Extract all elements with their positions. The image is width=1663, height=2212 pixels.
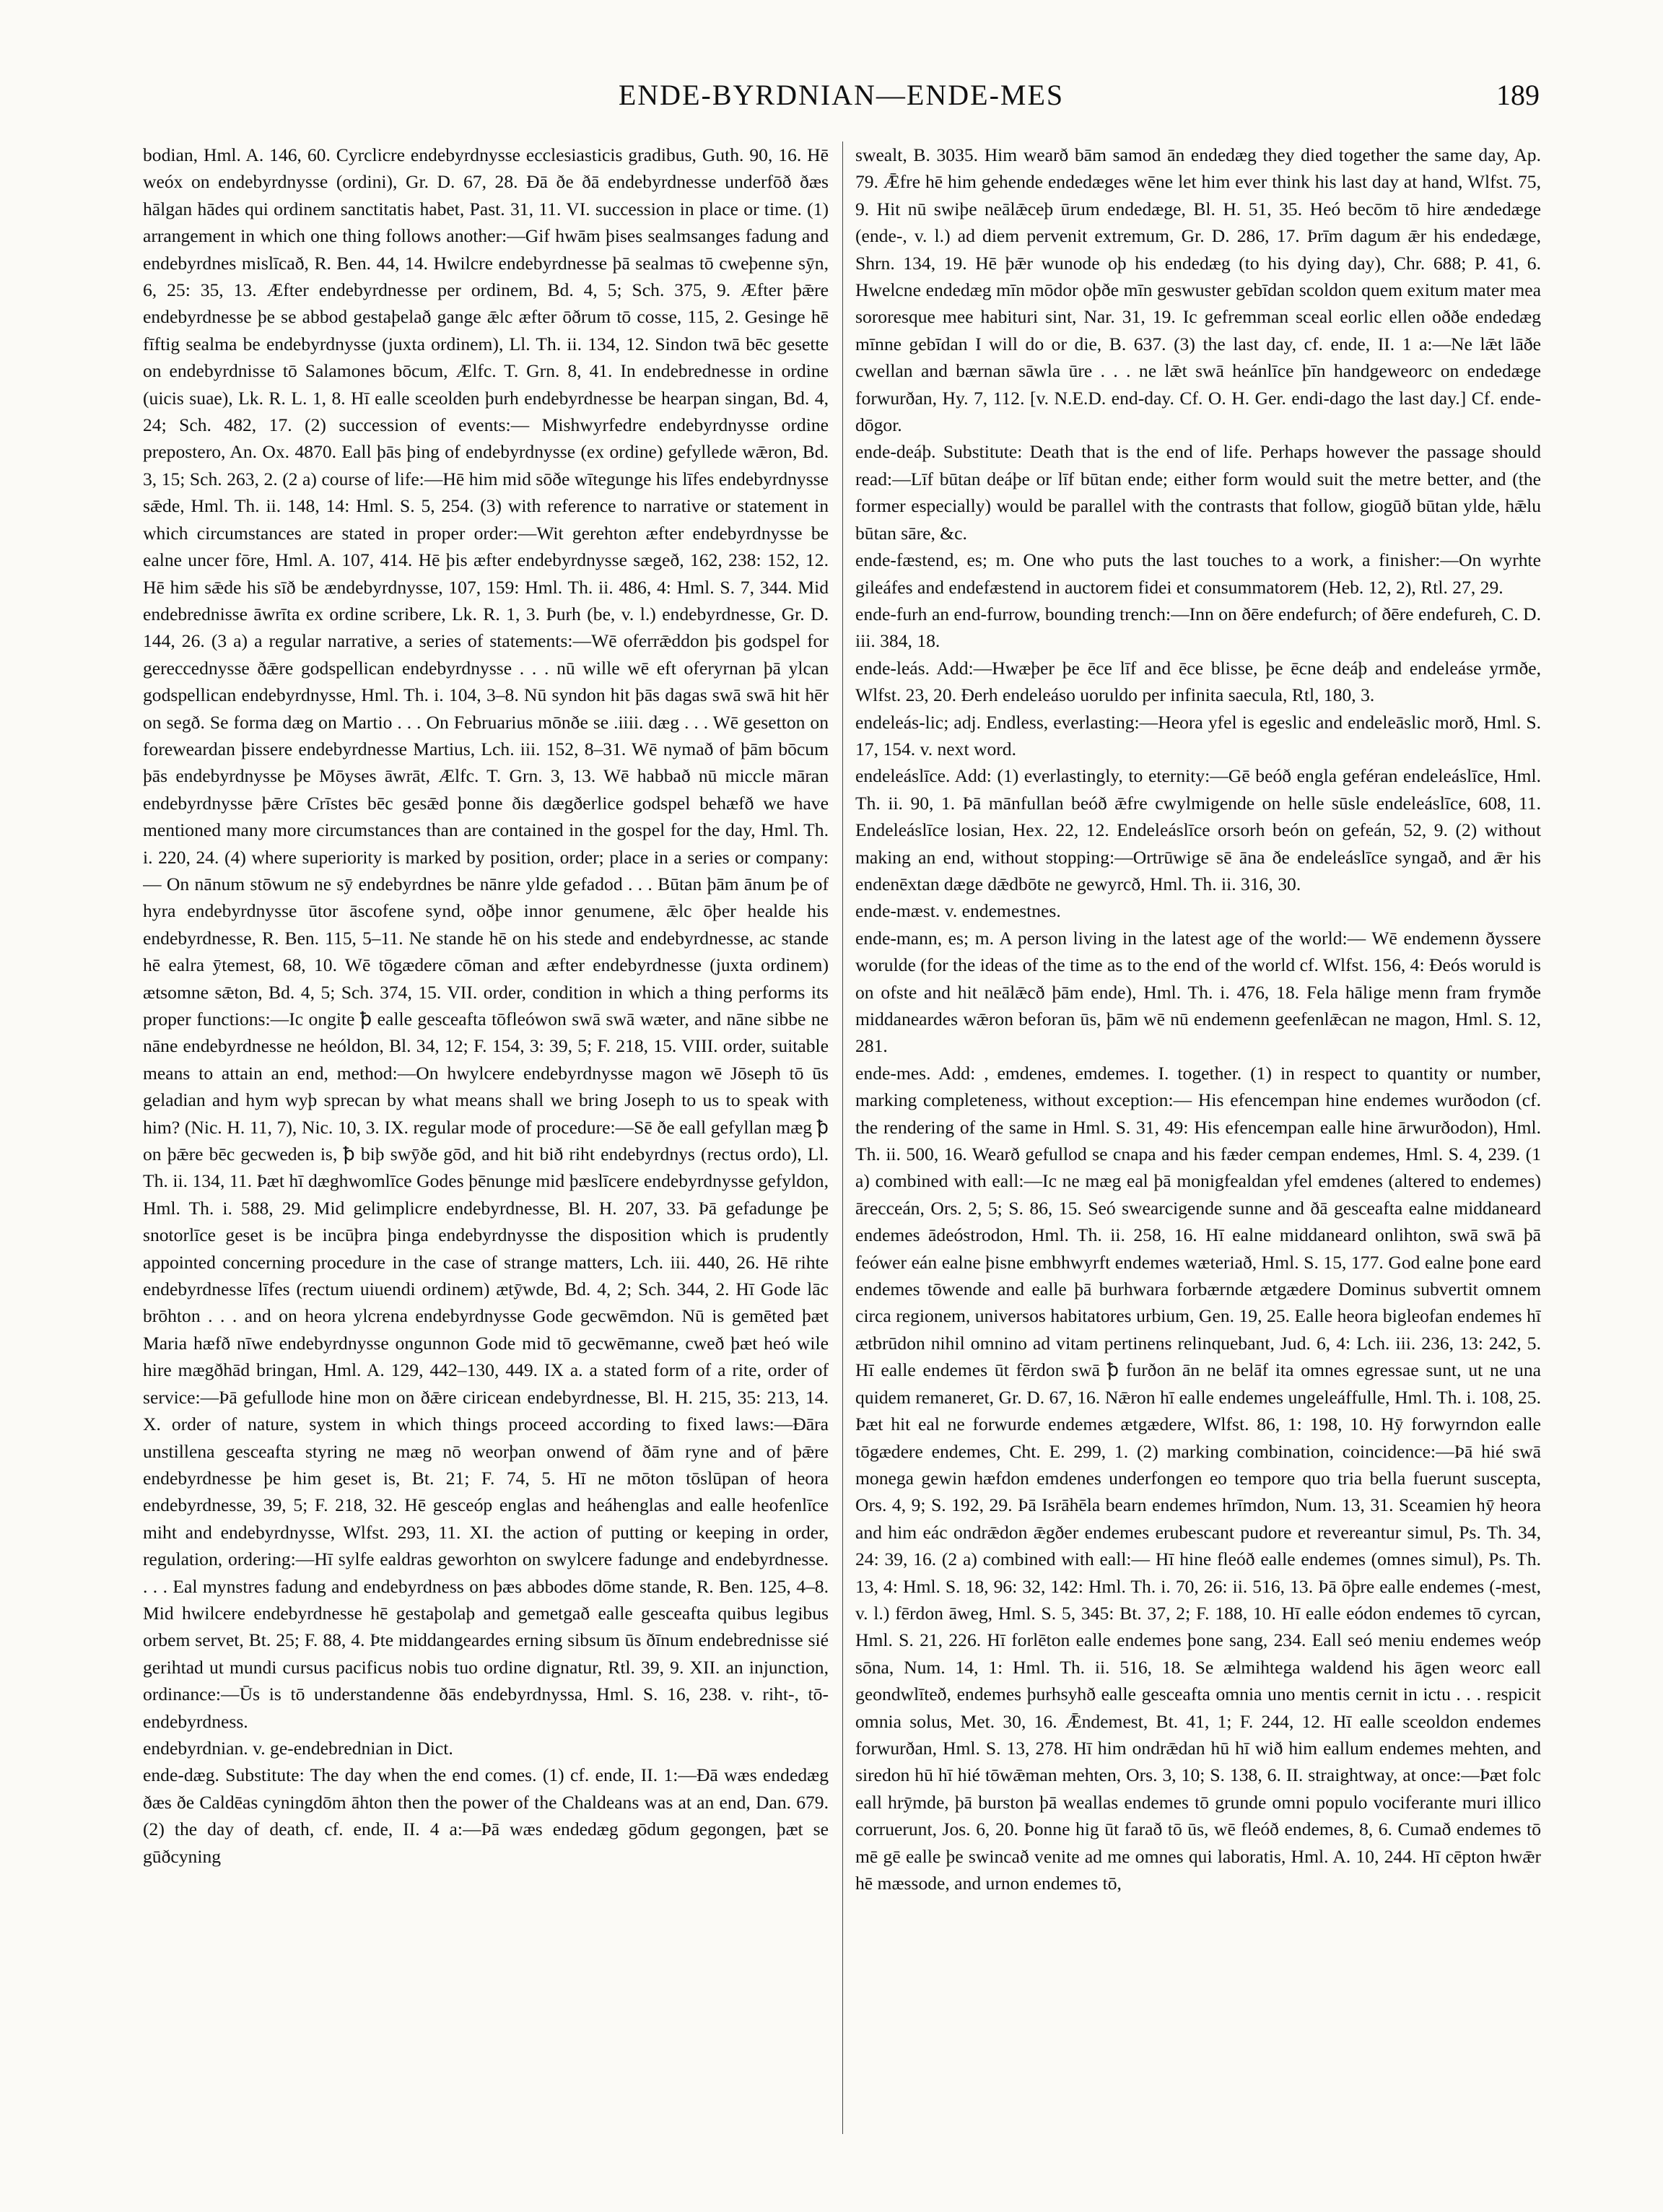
dictionary-entry: endeleás-lic; adj. Endless, everlasting:—Heora yfel is egeslic and endeleāslic morð, Hml. S. 17, 154. v. next word. — [855, 711, 1541, 759]
column-divider — [842, 141, 843, 2134]
dictionary-entry: endeleáslīce. Add: (1) everlastingly, to eternity:—Gē beóð engla geféran endeleáslīce, Hml. Th. ii. 90, 1. Þā mānfullan beóð ǣfre cwylmigende on helle sūsle endeleáslīce, 608, 11. Endeleáslīce losian, Hex. 22, 12. Endeleáslīce orsorh beón on gefeán, 52, 9. (2) without making an end, without stopping:—Ortrūwige sē āna ðe endeleáslīce syngað, and ǣr his endenēxtan dæge dǣdbōte ne gewyrcð, Hml. Th. ii. 316, 30. — [855, 765, 1541, 894]
running-head: ENDE-BYRDNIAN—ENDE-MES — [618, 79, 1065, 111]
dictionary-entry: ende-furh an end-furrow, bounding trench:—Inn on ðēre endefurch; of ðēre endefureh, C. D. iii. 384, 18. — [855, 603, 1541, 652]
page-header — [143, 78, 1540, 121]
dictionary-entry: ende-mæst. v. endemestnes. — [855, 900, 1061, 922]
dictionary-entry: ende-mes. Add: , emdenes, emdemes. I. together. (1) in respect to quantity or number, marking completeness, without exception:— His efencempan hine endemes wurðodon (cf. the rendering of the same in Hml. S. 31, 49: His efencempan ealle hine ārwurðodon), Hml. Th. ii. 500, 16. Wearð gefullod se cnapa and his fæder cempan endemes, Hml. S. 4, 239. (1 a) combined with eall:—Ic ne mæg eal þā monigfealdan yfel emdenes (altered to endemes) ārecceán, Ors. 2, 5; S. 86, 15. Seó swearcigende sunne and ðā gesceafta ealne middaneard endemes ādeóstrodon, Hml. Th. ii. 258, 16. Hī ealne middaneard onlihton, swā swā þā feówer eán ealne þisne embhwyrft endemes wæteriað, Hml. S. 15, 177. God ealne þone eard endemes tōwende and ealle þā burhwara forbærnde ætgædere Dominus subvertit omnem circa regionem, universos habitatores urbium, Gen. 19, 25. Ealle heora bigleofan endemes hī ætbrūdon nihil omnino ad vitam pertinens relinquebant, Jud. 6, 4: Lch. iii. 236, 13: 242, 5. Hī ealle endemes ūt fērdon swā ꝥ furðon ān ne belāf ita omnes egressae sunt, ut ne una quidem remaneret, Gr. D. 67, 16. Nǣron hī ealle endemes ungeleáffulle, Hml. Th. i. 108, 25. Þæt hit eal ne forwurde endemes ætgædere, Wlfst. 86, 1: 198, 10. Hȳ forwyrndon ealle tōgædere endemes, Cht. E. 299, 1. (2) marking combination, coincidence:—Þā hié swā monega gewin hæfdon emdenes underfongen eo tempore quo tria bella fuerunt suscepta, Ors. 4, 9; S. 192, 29. Þā Isrāhēla bearn endemes hrīmdon, Num. 13, 31. Sceamien hȳ heora and him eác ondrǣdon ǣgðer endemes erubescant pudore et revereantur simul, Ps. Th. 34, 24: 39, 16. (2 a) combined with eall:— Hī hine fleóð ealle endemes (omnes simul), Ps. Th. 13, 4: Hml. S. 18, 96: 32, 142: Hml. Th. i. 70, 26: ii. 516, 13. Þā ōþre ealle endemes (-mest, v. l.) fērdon āweg, Hml. S. 5, 345: Bt. 37, 2; F. 188, 10. Hī ealle eódon endemes tō cyrcan, Hml. S. 21, 226. Hī forlēton ealle endemes þone sang, 234. Eall seó meniu endemes weóp sōna, Num. 14, 1: Hml. Th. ii. 516, 18. Se ælmihtega waldend his āgen weorc eall geondwlīteð, endemes þurhsyhð ealle gesceafta omnia uno mentis cernit in ictu . . . respicit omnia solus, Met. 30, 16. Ǣndemest, Bt. 41, 1; F. 244, 12. Hī ealle sceoldon endemes forwurðan, Hml. S. 13, 278. Hī him ondrǣdan hū hī wið him eallum endemes mehten, and siredon hū hī hié tōwǣman mehten, Ors. 3, 10; S. 138, 6. II. straightway, at once:—Þæt folc eall hrȳmde, þā burston þā weallas endemes tō grunde omni populo vociferante muri illico corruerunt, Jos. 6, 20. Þonne hig ūt farað tō ūs, wē fleóð endemes, 8, 6. Cumað endemes tō mē gē ealle þe swincað venite ad me omnes qui laboratis, Hml. A. 10, 244. Hī cēpton hwǣr hē mæssode, and urnon endemes tō, — [855, 1062, 1541, 1894]
right-column — [855, 141, 1541, 2148]
dictionary-entry: endebyrdnian. v. ge-endebrednian in Dict. — [143, 1737, 453, 1759]
dictionary-entry: ende-deáþ. Substitute: Death that is the end of life. Perhaps however the passage should read:—Līf būtan deáþe or līf būtan ende; either form would suit the metre better, and (the former especially) would be parallel with the contrasts that follow, giogūð būtan ylde, hǣlu būtan sāre, &c. — [855, 441, 1541, 544]
dictionary-entry: ende-leás. Add:—Hwæþer þe ēce līf and ēce blisse, þe ēcne deáþ and endeleáse yrmðe, Wlfst. 23, 20. Ðerh endeleáso uoruldo per infinita saecula, Rtl, 180, 3. — [855, 657, 1541, 706]
left-column — [143, 141, 829, 2148]
page-number: 189 — [1496, 79, 1540, 111]
dictionary-entry: ende-fæstend, es; m. One who puts the last touches to a work, a finisher:—On wyrhte gileáfes and endefæstend in auctorem fidei et consummatorem (Heb. 12, 2), Rtl. 27, 29. — [855, 549, 1541, 598]
entry-continuation: bodian, Hml. A. 146, 60. Cyrclicre endebyrdnysse ecclesiasticis gradibus, Guth. 90, 16. Hē weóx on endebyrdnysse (ordini), Gr. D. 67, 28. Ðā ðe ðā endebyrdnesse underfōð ðæs hālgan hādes qui ordinem sanctitatis habet, Past. 31, 11. VI. succession in place or time. (1) arrangement in which one thing follows another:—Gif hwām þises sealmsanges fadung and endebyrdnes mislīcað, R. Ben. 44, 14. Hwilcre endebyrdnesse þā sealmas tō cweþenne sȳn, 6, 25: 35, 13. Æfter endebyrdnesse per ordinem, Bd. 4, 5; Sch. 375, 9. Æfter þǣre endebyrdnesse þe se abbod gestaþelað gange ǣlc æfter ōðrum tō cosse, 115, 2. Gesinge hē fīftig sealma be endebyrdnysse (juxta ordinem), Ll. Th. ii. 134, 12. Sindon twā bēc gesette on endebyrdnisse tō Salamones bōcum, Ælfc. T. Grn. 8, 41. In endebrednesse in ordine (uicis suae), Lk. R. L. 1, 8. Hī ealle sceolden þurh endebyrdnesse be hearpan singan, Bd. 4, 24; Sch. 482, 17. (2) succession of events:— Mishwyrfedre endebyrdnysse ordine prepostero, An. Ox. 4870. Eall þās þing of endebyrdnysse (ex ordine) gefyllede wǣron, Bd. 3, 15; Sch. 263, 2. (2 a) course of life:—Hē him mid sōðe wītegunge his līfes endebyrdnysse sǣde, Hml. Th. ii. 148, 14: Hml. S. 5, 254. (3) with reference to narrative or statement in which circumstances are stated in proper order:—Wit gerehton æfter endebyrdnysse be ealne uncer fōre, Hml. A. 107, 414. Hē þis æfter endebyrdnysse sægeð, 162, 238: 152, 12. Hē him sǣde his sīð be ændebyrdnysse, 107, 159: Hml. Th. ii. 486, 4: Hml. S. 7, 344. Mid endebrednisse āwrīta ex ordine scribere, Lk. R. 1, 3. Þurh (be, v. l.) endebyrdnesse, Gr. D. 144, 26. (3 a) a regular narrative, a series of statements:—Wē oferrǣddon þis godspel for gereccednysse ðǣre godspellican endebyrdnysse . . . nū wille wē eft oferyrnan þā ylcan godspellican endebyrdnysse, Hml. Th. i. 104, 3–8. Nū syndon hit þās dagas swā swā hit hēr on segð. Se forma dæg on Martio . . . On Februarius mōnðe se .iiii. dæg . . . Wē gesetton on foreweardan þissere endebyrdnesse Martius, Lch. iii. 152, 8–31. Wē nymað of þām bōcum þās endebyrdnysse þe Mōyses āwrāt, Ælfc. T. Grn. 3, 13. Wē habbað nū miccle māran endebyrdnysse þǣre Crīstes bēc gesǣd þonne ðis dægðerlice godspel behæfð we have mentioned many more circumstances than are contained in the gospel for the day, Hml. Th. i. 220, 24. (4) where superiority is marked by position, order; place in a series or company:— On nānum stōwum ne sȳ endebyrdnes be nānre ylde gefadod . . . Būtan þām ānum þe of hyra endebyrdnysse ūtor āscofene synd, oðþe innor genumene, ǣlc ōþer healde his endebyrdnesse, R. Ben. 115, 5–11. Ne stande hē on his stede and endebyrdnesse, ac stande hē ealra ȳtemest, 68, 10. Wē tōgædere cōman and æfter endebyrdnesse (juxta ordinem) ætsomne sǣton, Bd. 4, 5; Sch. 374, 15. VII. order, condition in which a thing performs its proper functions:—Ic ongite ꝥ ealle gesceafta tōfleówon swā swā wæter, and nāne sibbe ne nāne endebyrdnesse ne heóldon, Bl. 34, 12; F. 154, 3: 39, 5; F. 218, 15. VIII. order, suitable means to attain an end, method:—On hwylcere endebyrdnysse magon wē Jōseph tō ūs geladian and hym wyþ sprecan by what means shall we bring Joseph to us to speak with him? (Nic. H. 11, 7), Nic. 10, 3. IX. regular mode of procedure:—Sē ðe eall gefyllan mæg ꝥ on þǣre bēc gecweden is, ꝥ biþ swȳðe gōd, and hit bið riht endebyrdnys (rectus ordo), Ll. Th. ii. 134, 11. Þæt hī dæghwomlīce Godes þēnunge mid þæslīcere endebyrdnysse gefyldon, Hml. Th. i. 588, 29. Mid gelimplicre endebyrdnesse, Bl. H. 207, 33. Þā gefadunge þe snotorlīce geset is be incūþra þinga endebyrdnysse the disposition which is prudently appointed concerning procedure in the case of strange matters, Lch. iii. 440, 26. Hē rihte endebyrdnesse līfes (rectum uiuendi ordinem) ætȳwde, Bd. 4, 2; Sch. 344, 2. Hī Gode lāc brōhton . . . and on heora ylcrena endebyrdnysse Gode gecwēmdon. Nū is gemēted þæt Maria hæfð nīwe endebyrdnysse ongunnon Gode mid tō gecwēmanne, cweð þæt heó wile hire mægðhād bringan, Hml. A. 129, 442–130, 449. IX a. a stated form of a rite, order of service:—Þā gefullode hine mon on ðǣre ciricean endebyrdnesse, Bl. H. 215, 35: 213, 14. X. order of nature, system in which things proceed according to fixed laws:—Ðāra unstillena gesceafta styring ne mæg nō weorþan onwend of ðām ryne and of þǣre endebyrdnesse þe him geset is, Bt. 21; F. 74, 5. Hī ne mōton tōslūpan of heora endebyrdnesse, 39, 5; F. 218, 32. Hē gesceóp englas and heáhenglas and ealle heofenlīce miht and endebyrdnysse, Wlfst. 293, 11. XI. the action of putting or keeping in order, regulation, ordering:—Hī sylfe ealdras geworhton on swylcere fadunge and endebyrdnesse. . . . Eal mynstres fadung and endebyrdness on þæs abbodes dōme stande, R. Ben. 125, 4–8. Mid hwilcere endebyrdnesse hē gestaþolaþ and gemetgað ealle gesceafta quibus legibus orbem servet, Bt. 25; F. 88, 4. Þte middangeardes erning sibsum ūs ðīnum endebrednisse sié gerihtad ut mundi cursus pacificus nobis tuo ordine dignatur, Rtl. 39, 9. XII. an injunction, ordinance:—Ūs is tō understandenne ðās endebyrdnyssa, Hml. S. 16, 238. v. riht-, tō-endebyrdness. — [143, 144, 829, 1732]
entry-continuation: swealt, B. 3035. Him wearð bām samod ān endedæg they died together the same day, Ap. 79. Ǣfre hē him gehende endedæges wēne let him ever think his last day at hand, Wlfst. 75, 9. Hit nū swiþe neālǣceþ ūrum endedæge, Bl. H. 51, 35. Heó becōm tō hire ændedæge (ende-, v. l.) ad diem pervenit extremum, Gr. D. 286, 17. Þrīm dagum ǣr his endedæge, Shrn. 134, 19. Hē þǣr wunode oþ his endedæg (to his dying day), Chr. 688; P. 41, 6. Hwelcne endedæg mīn mōdor oþðe mīn geswuster gebīdan scoldon quem exitum mater mea sororesque mee habituri sint, Nar. 31, 19. Ic gefremman sceal eorlic ellen oððe endedæg mīnne gebīdan I will do or die, B. 637. (3) the last day, cf. ende, II. 1 a:—Ne lǣt lāðe cwellan and bærnan sāwla ūre . . . ne lǣt swā heánlīce þīn handgeweorc on endedæge forwurðan, Hy. 7, 112. [v. N.E.D. end-day. Cf. O. H. Ger. endi-dago the last day.] Cf. ende-dōgor. — [855, 144, 1541, 436]
dictionary-entry: ende-mann, es; m. A person living in the latest age of the world:— Wē endemenn ðyssere worulde (for the ideas of the time as to the end of the world cf. Wlfst. 156, 4: Ðeós woruld is on ofste and hit neālǣcð þām ende), Hml. Th. i. 476, 18. Fela hālige menn fram frymðe middaneardes wǣron beforan ūs, þām wē nū endemenn geefenlǣcan ne magon, Hml. S. 12, 281. — [855, 927, 1541, 1057]
dictionary-entry: ende-dæg. Substitute: The day when the end comes. (1) cf. ende, II. 1:—Ðā wæs endedæg ðæs ðe Caldēas cyningdōm āhton then the power of the Chaldeans was at an end, Dan. 679. (2) the day of death, cf. ende, II. 4 a:—Þā wæs endedæg gōdum gegongen, þæt se gūðcyning — [143, 1764, 829, 1867]
